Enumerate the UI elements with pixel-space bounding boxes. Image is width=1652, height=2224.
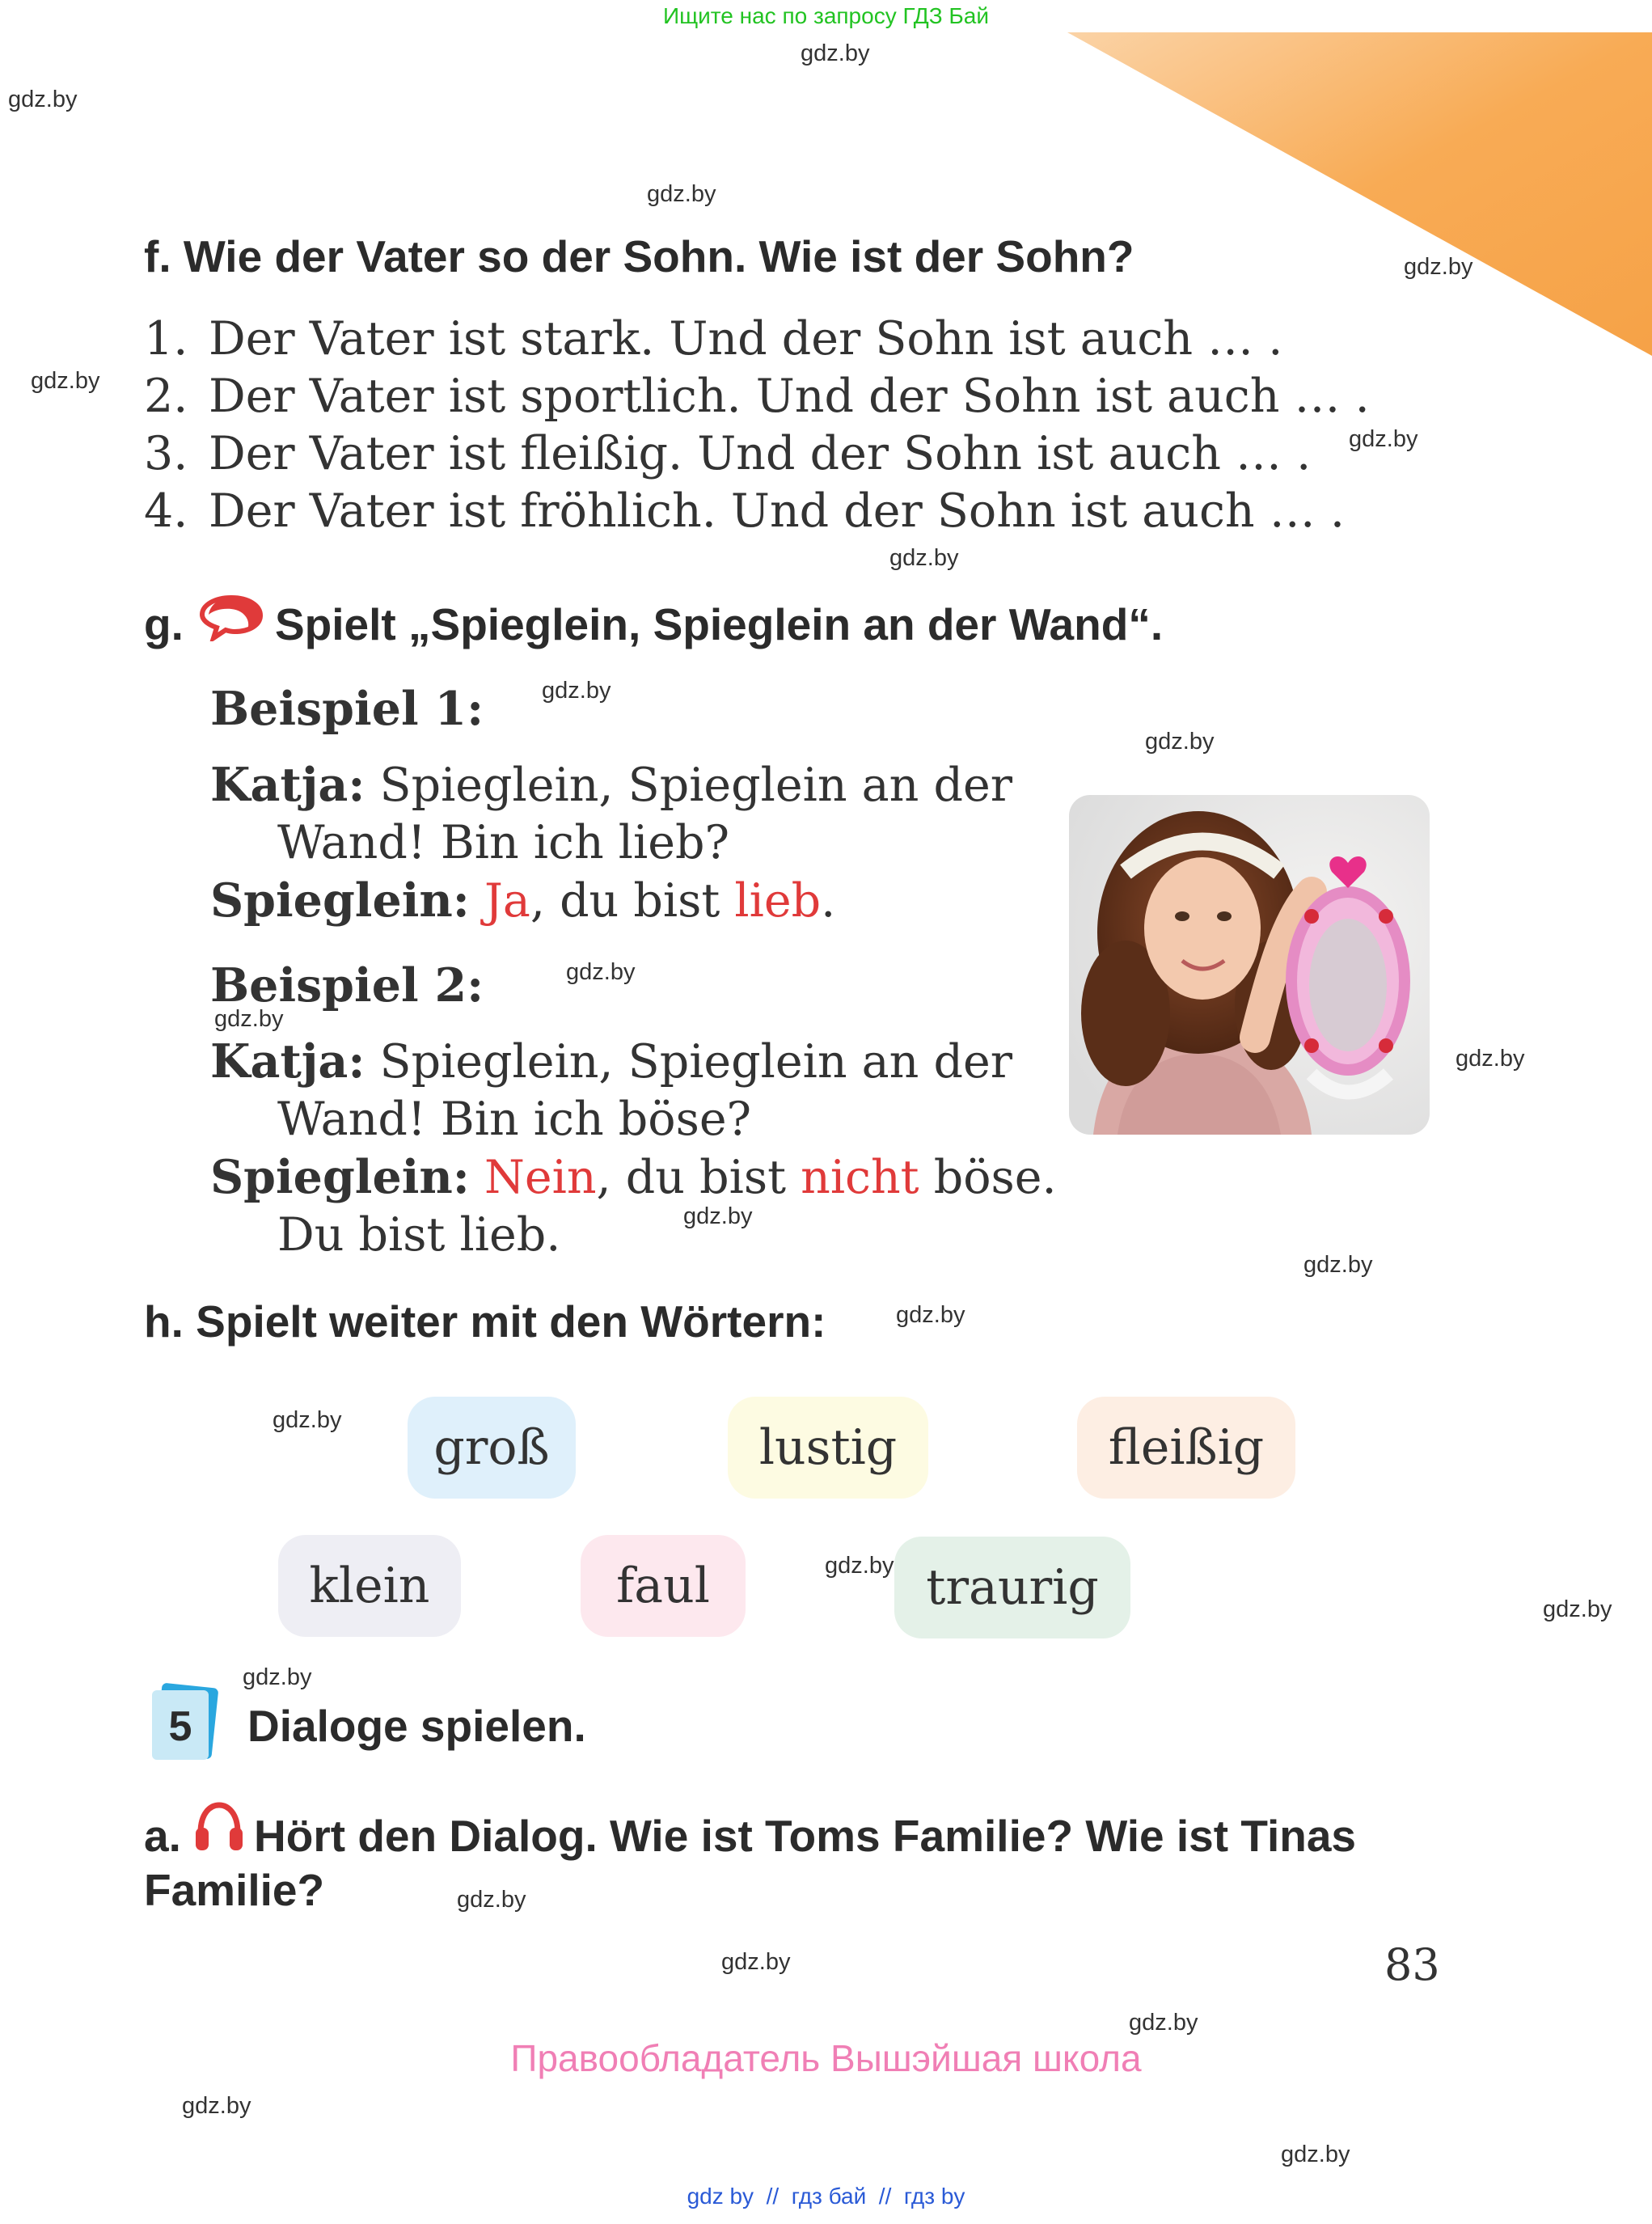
search-link[interactable]: Ищите нас по запросу ГДЗ Бай	[662, 3, 990, 28]
corner-decoration	[1067, 32, 1652, 356]
watermark: gdz.by	[896, 1302, 965, 1328]
example2-label: Beispiel 2:	[210, 958, 484, 1013]
section-f-list	[144, 311, 1370, 540]
headphones-icon	[194, 1800, 244, 1854]
word-chip-fleissig: fleißig	[1077, 1397, 1295, 1499]
watermark: gdz.by	[825, 1553, 894, 1579]
exercise5-a-letter: a.	[144, 1811, 181, 1861]
example1-dialog: Katja: Spieglein, Spieglein an der Wand! Bin ich lieb? Spieglein: Ja, du bist lieb.	[210, 758, 1012, 928]
word-chip-faul: faul	[581, 1535, 746, 1637]
watermark: gdz.by	[1349, 426, 1418, 452]
word-chip-lustig: lustig	[728, 1397, 928, 1499]
watermark: gdz.by	[457, 1887, 526, 1913]
section-f-title: f. Wie der Vater so der Sohn. Wie ist der Sohn?	[144, 231, 1134, 281]
word-chip-gross: groß	[408, 1397, 576, 1499]
watermark: gdz.by	[243, 1664, 312, 1690]
example2-dialog: Katja: Spieglein, Spieglein an der Wand! Bin ich böse? Spieglein: Nein, du bist nicht böse. Du bist lieb.	[210, 1034, 1057, 1262]
watermark: gdz.by	[214, 1006, 284, 1032]
list-item: 1. Der Vater ist stark. Und der Sohn ist auch … .	[144, 312, 1283, 366]
list-item: 2. Der Vater ist sportlich. Und der Sohn ist auch … .	[144, 370, 1370, 423]
speech-bubble-icon	[199, 593, 264, 641]
list-item: 4. Der Vater ist fröhlich. Und der Sohn ist auch … .	[144, 484, 1345, 538]
watermark: gdz.by	[647, 181, 716, 207]
watermark: gdz.by	[8, 87, 78, 112]
watermark: gdz.by	[1456, 1046, 1525, 1072]
watermark: gdz.by	[566, 959, 636, 985]
watermark: gdz.by	[273, 1407, 342, 1433]
word-chip-klein: klein	[278, 1535, 461, 1637]
watermark: gdz.by	[889, 545, 959, 571]
watermark: gdz.by	[1543, 1596, 1612, 1622]
word-chip-traurig: traurig	[894, 1537, 1130, 1638]
list-item: 3. Der Vater ist fleißig. Und der Sohn ist auch … .	[144, 427, 1312, 480]
exercise5-a-title-line1: Hört den Dialog. Wie ist Toms Familie? Wie ist Tinas	[254, 1811, 1357, 1861]
section-g-title: Spielt „Spieglein, Spieglein an der Wand“.	[275, 599, 1164, 649]
page-number: 83	[1384, 1939, 1440, 1990]
example1-label: Beispiel 1:	[210, 682, 484, 736]
watermark: gdz.by	[1145, 729, 1215, 755]
section-h-title: h. Spielt weiter mit den Wörtern:	[144, 1296, 826, 1347]
watermark: gdz.by	[31, 368, 100, 394]
watermark: gdz.by	[542, 678, 611, 704]
exercise-number-badge	[147, 1682, 220, 1763]
footer-links[interactable]: gdz by // гдз бай // гдз by	[687, 2184, 965, 2209]
girl-mirror-photo	[1069, 795, 1430, 1135]
copyright-owner: Правообладатель Вышэйшая школа	[510, 2037, 1142, 2079]
watermark: gdz.by	[721, 1949, 791, 1975]
watermark: gdz.by	[1281, 2142, 1350, 2167]
watermark: gdz.by	[1404, 254, 1473, 280]
watermark: gdz.by	[801, 40, 870, 66]
exercise5-a-title-line2: Familie?	[144, 1865, 325, 1915]
watermark: gdz.by	[1129, 2010, 1198, 2036]
exercise5-title: Dialoge spielen.	[247, 1701, 586, 1751]
watermark: gdz.by	[182, 2093, 251, 2119]
svg-text:5: 5	[168, 1703, 192, 1750]
watermark: gdz.by	[683, 1203, 753, 1229]
watermark: gdz.by	[1303, 1252, 1373, 1278]
section-g-letter: g.	[144, 599, 184, 649]
